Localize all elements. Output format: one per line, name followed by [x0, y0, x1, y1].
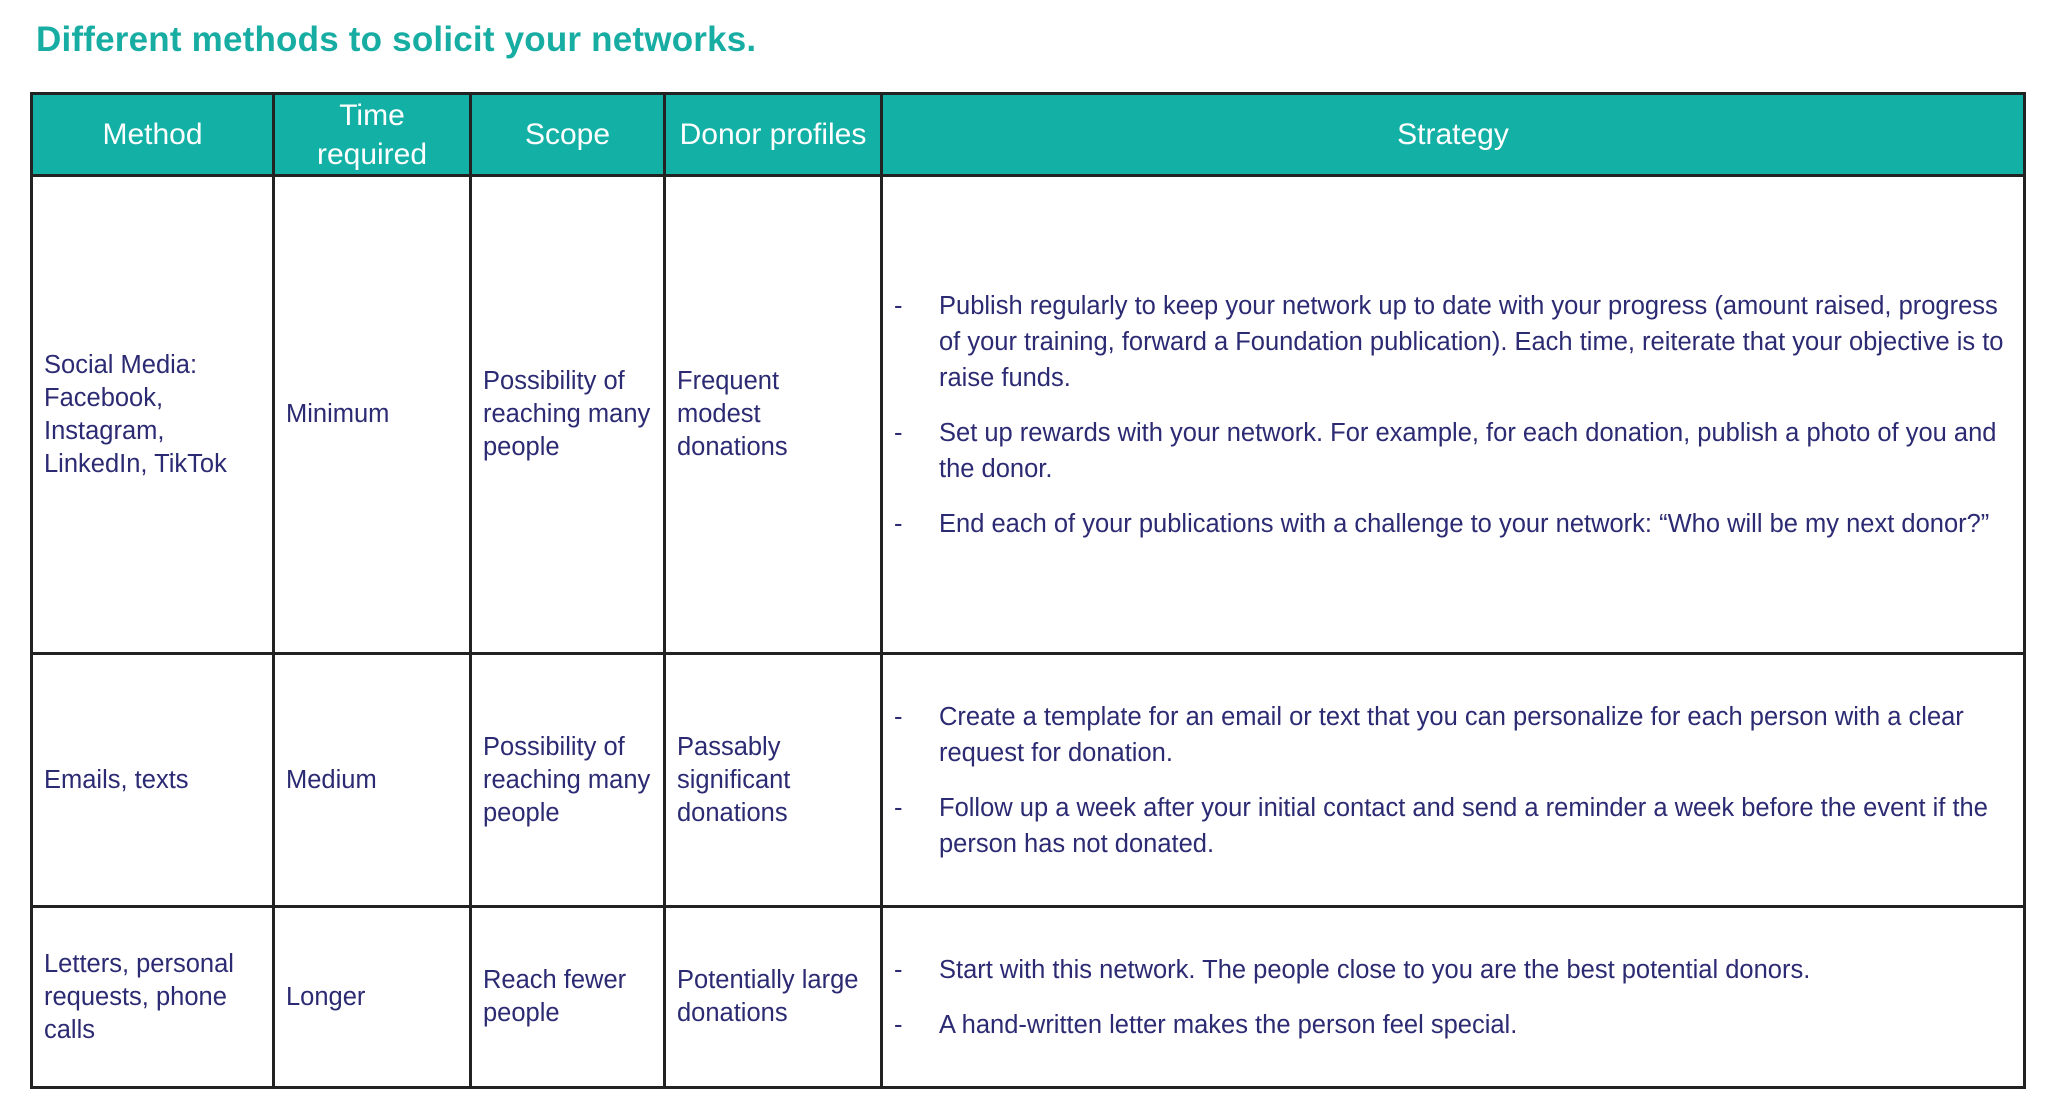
strategy-list: [894, 699, 2012, 862]
strategy-item: [894, 952, 2012, 988]
cell-method: Social Media: Facebook, Instagram, LinkedIn, TikTok: [32, 176, 274, 654]
table-row: [32, 907, 2025, 1088]
table-row: [32, 654, 2025, 907]
cell-strategy: [882, 654, 2025, 907]
column-header-strategy: Strategy: [882, 94, 2025, 176]
strategy-item: [894, 288, 2012, 396]
strategy-text: A hand-written letter makes the person feel special.: [939, 1010, 1518, 1039]
cell-time-required: Minimum: [274, 176, 471, 654]
column-header-donor-label: Donor profiles: [679, 118, 867, 151]
cell-method: Letters, personal requests, phone calls: [32, 907, 274, 1088]
cell-time-required: Longer: [274, 907, 471, 1088]
strategy-item: [894, 1007, 2012, 1043]
cell-strategy: [882, 907, 2025, 1088]
bullet-dash: -: [894, 793, 903, 822]
strategy-text: Create a template for an email or text that you can personalize for each person with a clear request for donation.: [939, 702, 1964, 767]
cell-scope: Possibility of reaching many people: [471, 654, 665, 907]
cell-strategy: [882, 176, 2025, 654]
strategy-item: [894, 699, 2012, 771]
table-header-row: [32, 94, 2025, 176]
methods-table: [30, 92, 2026, 1089]
strategy-item: [894, 415, 2012, 487]
cell-scope: Possibility of reaching many people: [471, 176, 665, 654]
cell-method: Emails, texts: [32, 654, 274, 907]
bullet-dash: -: [894, 1010, 903, 1039]
table-row: [32, 176, 2025, 654]
bullet-dash: -: [894, 955, 903, 984]
bullet-dash: -: [894, 509, 903, 538]
bullet-dash: -: [894, 418, 903, 447]
strategy-item: [894, 790, 2012, 862]
strategy-text: Set up rewards with your network. For example, for each donation, publish a photo of you and the donor.: [939, 418, 1997, 483]
cell-time-required: Medium: [274, 654, 471, 907]
page-title: Different methods to solicit your networks.: [36, 20, 757, 59]
column-header-time-required: [274, 94, 471, 176]
strategy-text: Follow up a week after your initial contact and send a reminder a week before the event if the person has not donated.: [939, 793, 1988, 858]
column-header-time-label: Time required: [316, 98, 428, 171]
bullet-dash: -: [894, 291, 903, 320]
column-header-method: Method: [32, 94, 274, 176]
column-header-scope: Scope: [471, 94, 665, 176]
strategy-text: End each of your publications with a challenge to your network: “Who will be my next donor?”: [939, 509, 1990, 538]
cell-donor-profile: Frequent modest donations: [665, 176, 882, 654]
bullet-dash: -: [894, 702, 903, 731]
strategy-list: [894, 952, 2012, 1043]
cell-donor-profile: Potentially large donations: [665, 907, 882, 1088]
cell-scope: Reach fewer people: [471, 907, 665, 1088]
strategy-list: [894, 288, 2012, 542]
strategy-text: Publish regularly to keep your network up to date with your progress (amount raised, progress of your training, forward a Foundation publication). Each time, reiterate that your objective is to raise funds.: [939, 291, 2004, 392]
strategy-text: Start with this network. The people close to you are the best potential donors.: [939, 955, 1811, 984]
strategy-item: [894, 506, 2012, 542]
column-header-donor-profiles: [665, 94, 882, 176]
cell-donor-profile: Passably significant donations: [665, 654, 882, 907]
